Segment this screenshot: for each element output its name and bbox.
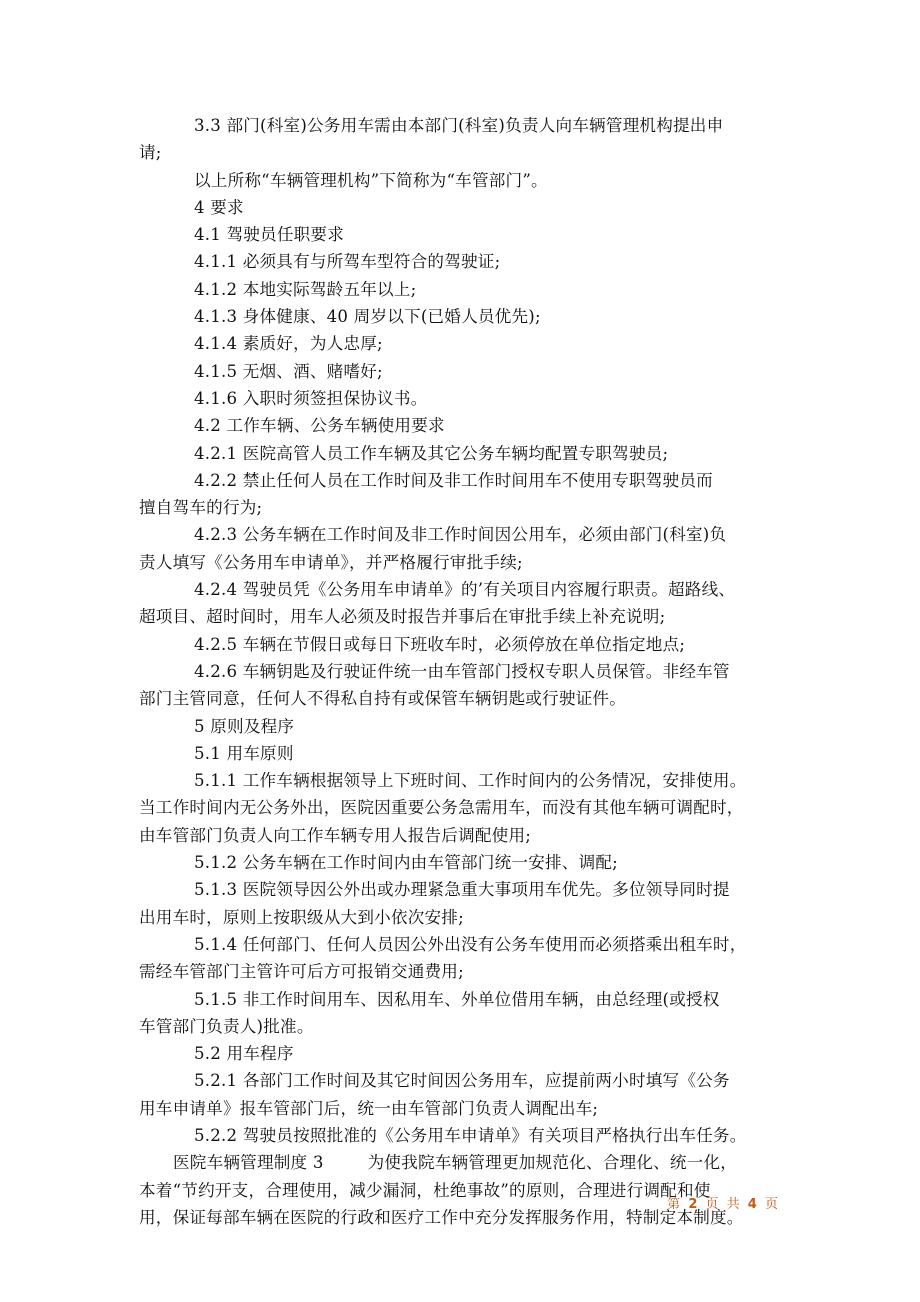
paragraph-line: 以上所称“车辆管理机构”下简称为“车管部门”。 bbox=[194, 170, 548, 190]
list-item: 4.2.1 医院高管人员工作车辆及其它公务车辆均配置专职驾驶员; bbox=[194, 443, 669, 463]
paragraph-line: 3.3 部门(科室)公务用车需由本部门(科室)负责人向车辆管理机构提出申 bbox=[194, 116, 724, 135]
paragraph-line: 请; bbox=[139, 143, 162, 163]
subsection-heading: 5.2 用车程序 bbox=[194, 1044, 294, 1064]
list-item: 4.1.2 本地实际驾龄五年以上; bbox=[194, 279, 417, 299]
list-item: 4.2.6 车辆钥匙及行驶证件统一由车管部门授权专职人员保管。非经车管 bbox=[194, 661, 730, 681]
list-item-continuation: 超项目、超时间时，用车人必须及时报告并事后在审批手续上补充说明; bbox=[139, 607, 666, 627]
footer-middle: 页 共 bbox=[705, 1197, 742, 1212]
list-item-continuation: 责人填写《公务用车申请单》，并严格履行审批手续; bbox=[139, 552, 523, 572]
section-heading: 4 要求 bbox=[194, 197, 244, 217]
paragraph-text: 为使我院车辆管理更加规范化、合理化、统一化， bbox=[367, 1153, 738, 1173]
subsection-heading: 4.1 驾驶员任职要求 bbox=[194, 225, 345, 245]
list-item: 4.1.3 身体健康、40 周岁以下(已婚人员优先); bbox=[194, 307, 541, 327]
page-number-footer bbox=[667, 1193, 780, 1212]
list-item-continuation: 用车申请单》报车管部门后，统一由车管部门负责人调配出车; bbox=[139, 1098, 599, 1118]
footer-suffix: 页 bbox=[764, 1197, 780, 1212]
document-body bbox=[139, 112, 791, 1231]
list-item: 4.1.1 必须具有与所驾车型符合的驾驶证; bbox=[194, 252, 501, 272]
list-item: 5.2.2 驾驶员按照批准的《公务用车申请单》有关项目严格执行出车任务。 bbox=[194, 1125, 747, 1145]
list-item: 4.1.5 无烟、酒、赌嗜好; bbox=[194, 361, 383, 381]
list-item-continuation: 需经车管部门主管许可后方可报销交通费用; bbox=[139, 962, 464, 982]
list-item: 5.1.1 工作车辆根据领导上下班时间、工作时间内的公务情况，安排使用。 bbox=[194, 771, 747, 791]
list-item: 5.1.5 非工作时间用车、因私用车、外单位借用车辆，由总经理(或授权 bbox=[194, 989, 720, 1009]
current-page-number: 2 bbox=[688, 1197, 700, 1212]
footer-prefix: 第 bbox=[667, 1197, 683, 1212]
section-heading: 5 原则及程序 bbox=[194, 716, 295, 736]
paragraph-line bbox=[139, 1149, 791, 1176]
list-item-continuation: 出用车时，原则上按职级从大到小依次安排; bbox=[139, 907, 464, 927]
list-item-continuation: 由车管部门负责人向工作车辆专用人报告后调配使用; bbox=[139, 825, 532, 845]
total-page-number: 4 bbox=[747, 1197, 759, 1212]
subsection-heading: 4.2 工作车辆、公务车辆使用要求 bbox=[194, 416, 445, 436]
list-item: 4.2.5 车辆在节假日或每日下班收车时，必须停放在单位指定地点; bbox=[194, 634, 686, 654]
list-item: 5.2.1 各部门工作时间及其它时间因公务用车，应提前两小时填写《公务 bbox=[194, 1071, 730, 1091]
paragraph-line: 用，保证每部车辆在医院的行政和医疗工作中充分发挥服务作用，特制定本制度。 bbox=[139, 1207, 744, 1227]
list-item: 4.1.6 入职时须签担保协议书。 bbox=[194, 388, 428, 408]
list-item: 4.2.2 禁止任何人员在工作时间及非工作时间用车不使用专职驾驶员而 bbox=[194, 470, 713, 490]
list-item-continuation: 擅自驾车的行为; bbox=[139, 498, 263, 518]
list-item: 5.1.3 医院领导因公外出或办理紧急重大事项用车优先。多位领导同时提 bbox=[194, 880, 730, 900]
paragraph-line: 本着“节约开支，合理使用，减少漏洞，杜绝事故”的原则，合理进行调配和使 bbox=[139, 1180, 711, 1200]
section-title: 医院车辆管理制度 3 bbox=[173, 1153, 324, 1173]
subsection-heading: 5.1 用车原则 bbox=[194, 743, 294, 763]
list-item-continuation: 当工作时间内无公务外出，医院因重要公务急需用车，而没有其他车辆可调配时， bbox=[139, 798, 744, 818]
list-item: 4.1.4 素质好，为人忠厚; bbox=[194, 334, 383, 354]
list-item: 5.1.4 任何部门、任何人员因公外出没有公务车使用而必须搭乘出租车时， bbox=[194, 934, 747, 954]
list-item-continuation: 部门主管同意，任何人不得私自持有或保管车辆钥匙或行驶证件。 bbox=[139, 689, 627, 709]
list-item: 4.2.4 驾驶员凭《公务用车申请单》的’有关项目内容履行职责。超路线、 bbox=[194, 580, 736, 600]
list-item: 5.1.2 公务车辆在工作时间内由车管部门统一安排、调配; bbox=[194, 853, 618, 873]
list-item: 4.2.3 公务车辆在工作时间及非工作时间因公用车，必须由部门(科室)负 bbox=[194, 525, 727, 545]
list-item-continuation: 车管部门负责人)批准。 bbox=[139, 1016, 314, 1036]
